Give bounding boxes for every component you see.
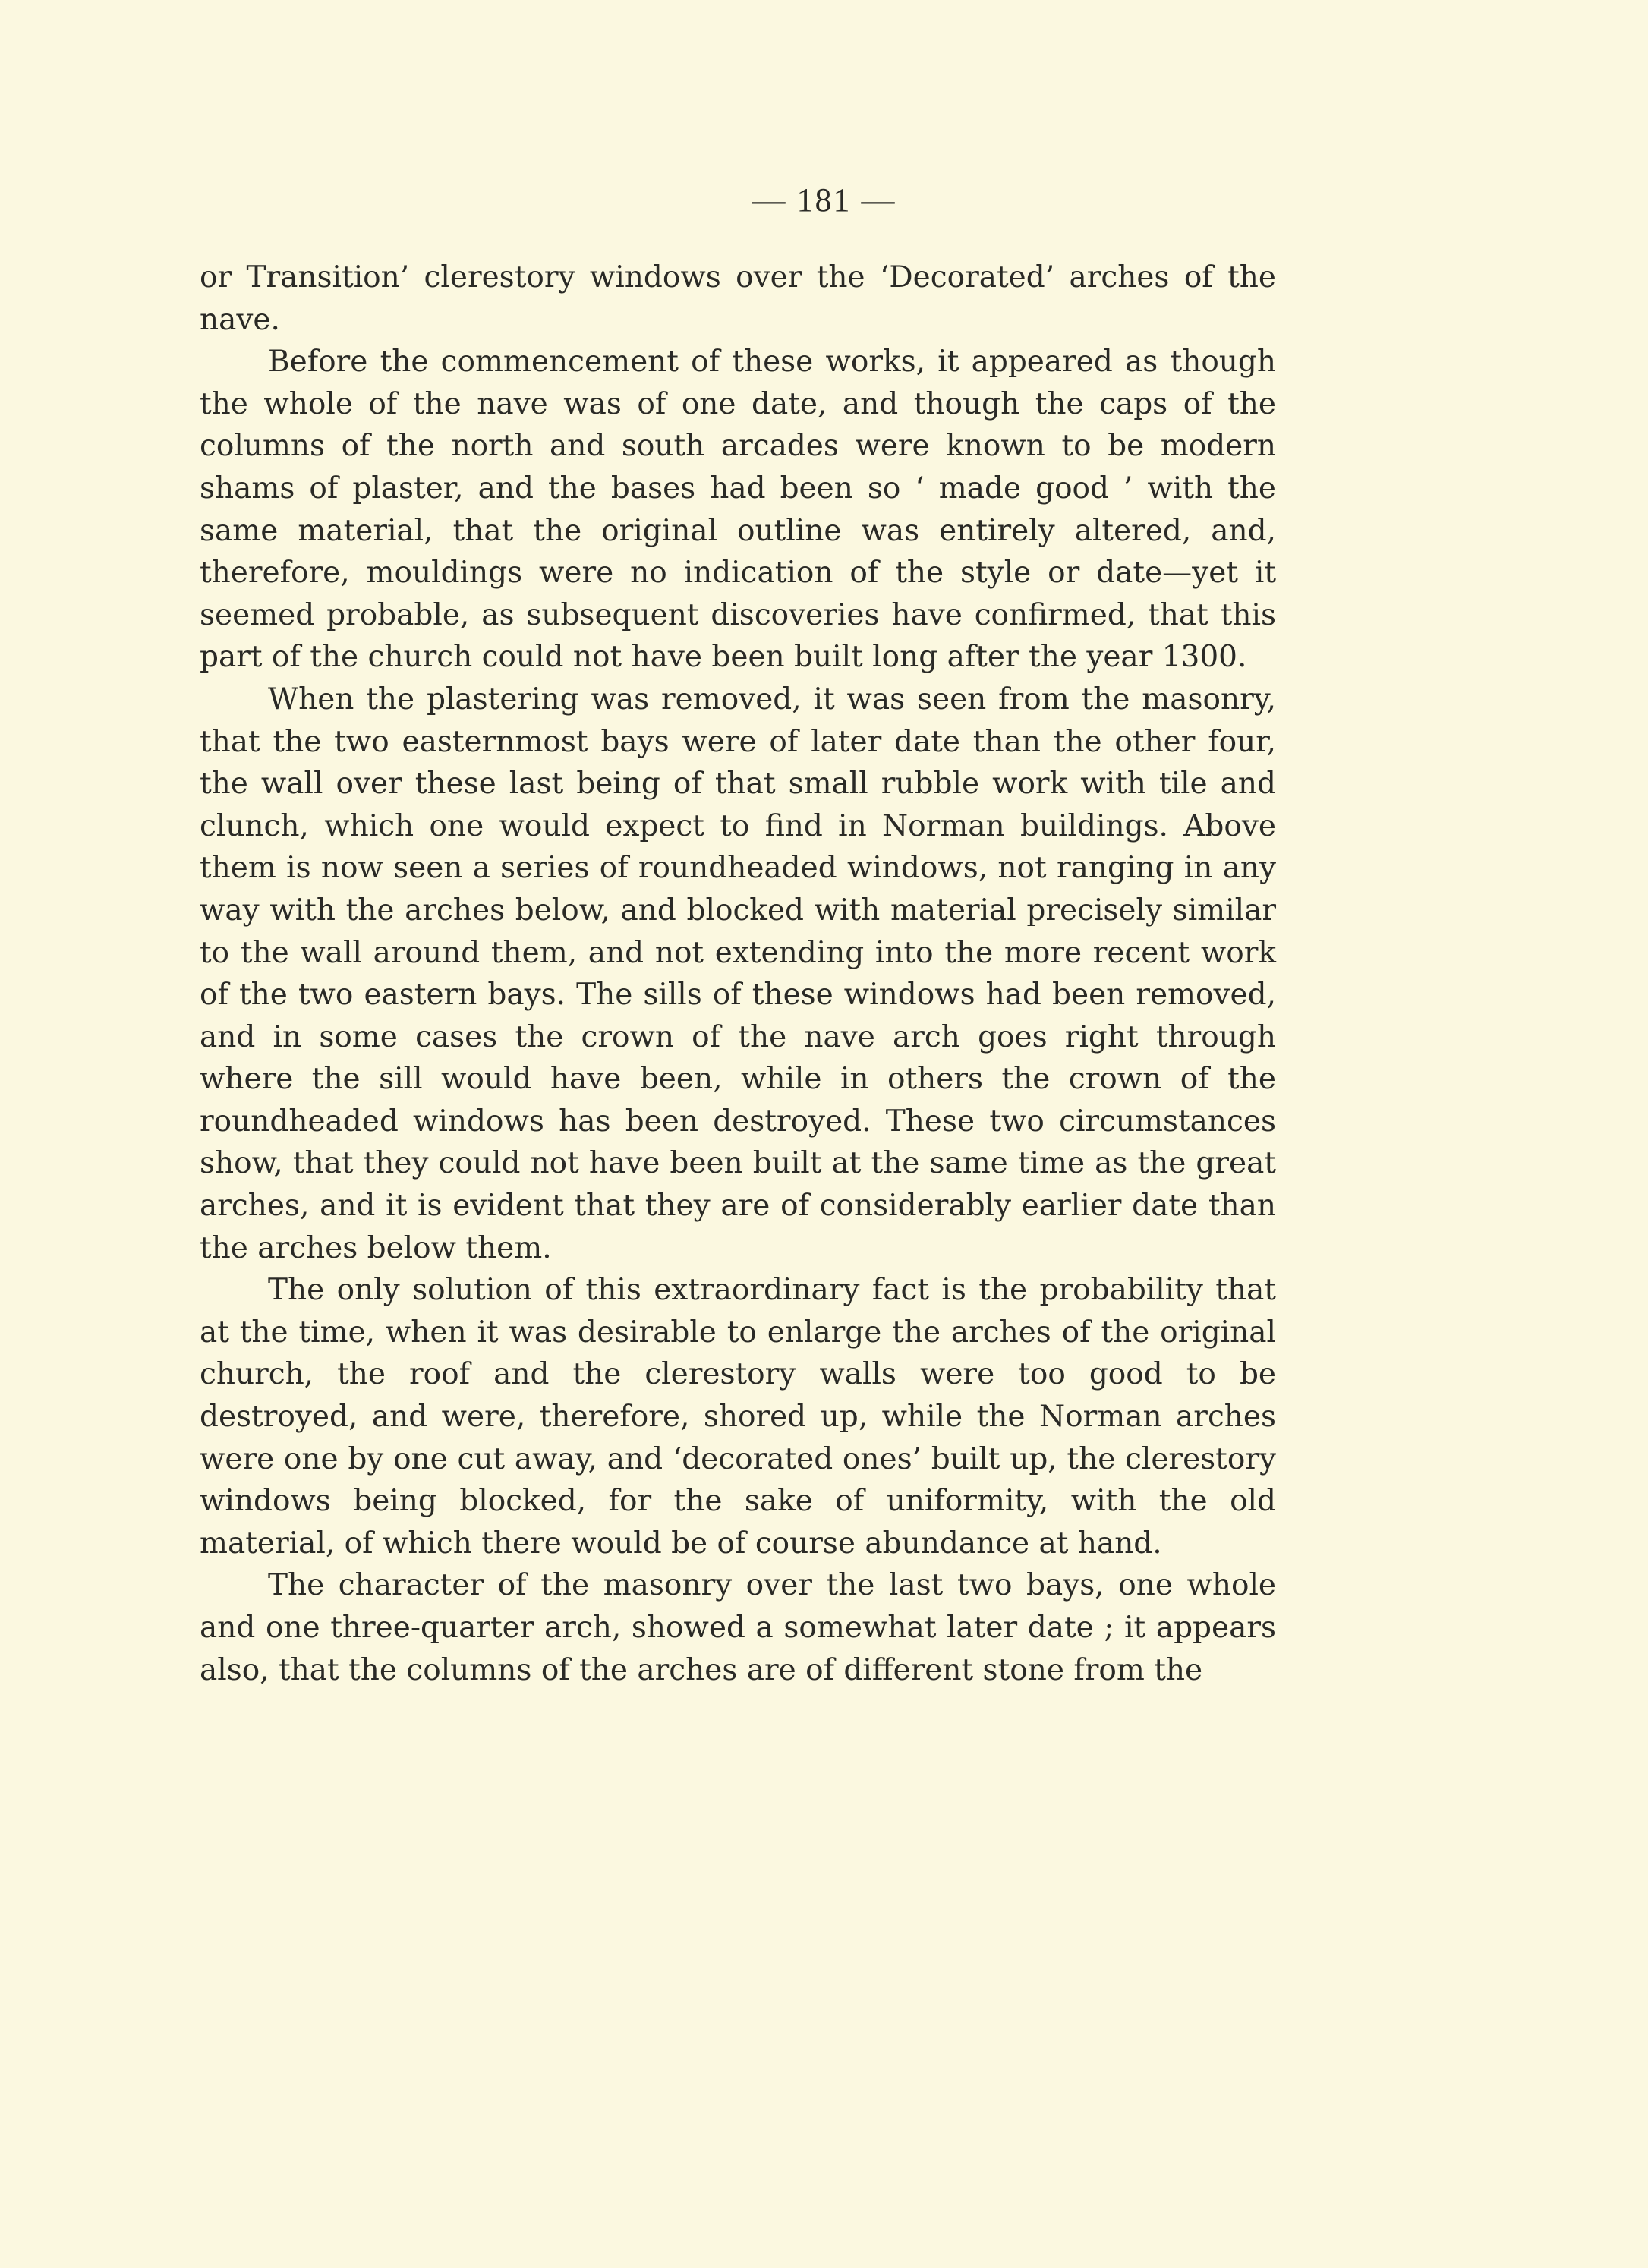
body-text [200, 257, 1276, 1691]
page-number: — 181 — [752, 181, 896, 219]
paragraph-continued: or Transition’ clerestory windows over the ‘Decorated’ arches of the nave. [200, 260, 1276, 337]
paragraph: When the plastering was removed, it was seen from the masonry, that the two easternmost bays were of later date than the other four, the wall over these last being of that small rubble work with tile and clunch, which one would expect to find in Norman buildings. Above them is now seen a series of roundheaded windows, not ranging in any way with the arches below, and blocked with material precisely similar to the wall around them, and not extending into the more recent work of the two eastern bays. The sills of these windows had been removed, and in some cases the crown of the nave arch goes right through where the sill would have been, while in others the crown of the roundheaded windows has been destroyed. These two circumstances show, that they could not have been built at the same time as the great arches, and it is evident that they are of considerably earlier date than the arches below them. [200, 682, 1276, 1265]
paragraph: Before the commencement of these works, it appeared as though the whole of the nave was of one date, and though the caps of the columns of the north and south arcades were known to be modern shams of plaster, and the bases had been so ‘ made good ’ with the same material, that the original outline was entirely altered, and, therefore, mouldings were no indication of the style or date—yet it seemed probable, as subsequent discoveries have confirmed, that this part of the church could not have been built long after the year 1300. [200, 345, 1276, 675]
paragraph: The only solution of this extraordinary fact is the probability that at the time, when it was desirable to enlarge the arches of the original church, the roof and the clerestory walls were too good to be destroyed, and were, therefore, shored up, while the Norman arches were one by one cut away, and ‘decorated ones’ built up, the clerestory windows being blocked, for the sake of uniformity, with the old material, of which there would be of course abundance at hand. [200, 1273, 1276, 1561]
paragraph: The character of the masonry over the last two bays, one whole and one three-quarter arch, showed a somewhat later date ; it appears also, that the columns of the arches are of different stone from the [200, 1568, 1276, 1687]
